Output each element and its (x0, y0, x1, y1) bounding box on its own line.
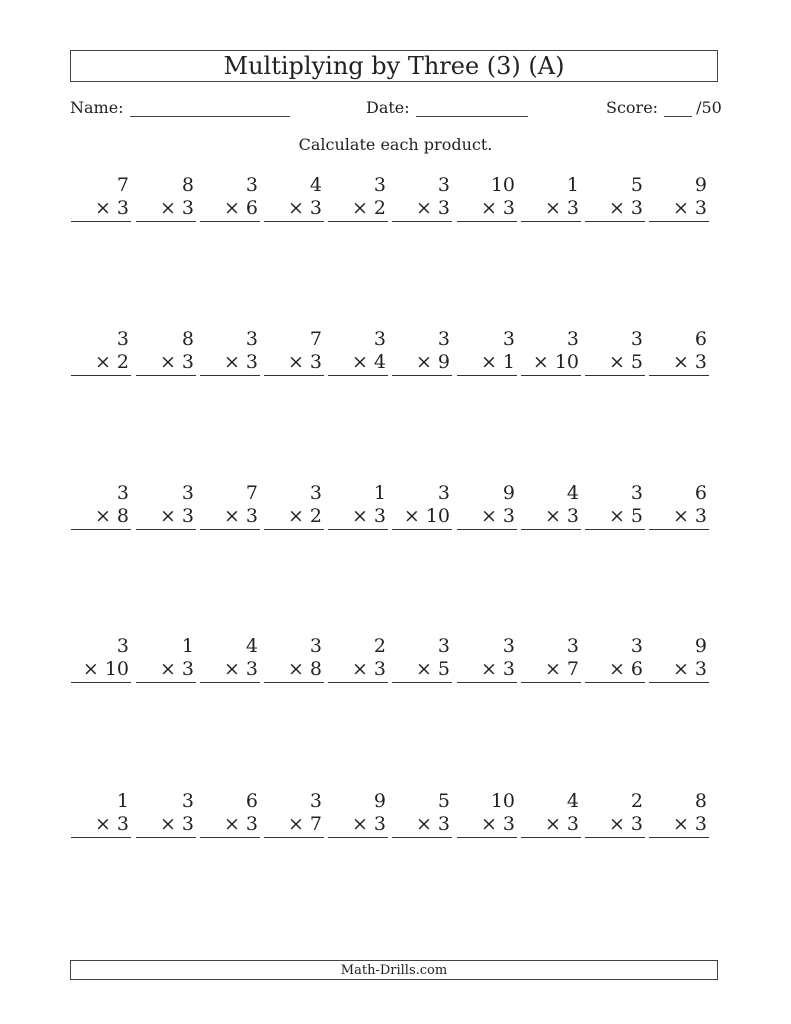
score-label: Score: (606, 98, 659, 117)
problem (71, 635, 131, 683)
multiplier: × 3 (649, 505, 709, 530)
multiplier: × 3 (71, 197, 131, 222)
multiplier: × 3 (136, 813, 196, 838)
title-text: Multiplying by Three (3) (A) (223, 52, 565, 80)
multiplicand: 3 (630, 635, 643, 657)
name-field[interactable] (70, 98, 290, 117)
multiplier: × 3 (521, 197, 581, 222)
multiplier: × 8 (264, 658, 324, 683)
multiplier: × 3 (457, 813, 517, 838)
multiplicand: 1 (181, 635, 194, 657)
multiplier: × 3 (200, 813, 260, 838)
multiplicand: 3 (630, 328, 643, 350)
problem (392, 328, 452, 376)
multiplicand: 3 (245, 328, 258, 350)
problem (585, 174, 645, 222)
multiplicand: 4 (566, 790, 579, 812)
multiplicand: 6 (245, 790, 258, 812)
problem (264, 174, 324, 222)
multiplier: × 10 (521, 351, 581, 376)
multiplier: × 3 (521, 505, 581, 530)
multiplier: × 7 (521, 658, 581, 683)
problem (457, 174, 517, 222)
multiplier: × 3 (392, 197, 452, 222)
multiplicand: 1 (373, 482, 386, 504)
problem (457, 482, 517, 530)
problem (264, 328, 324, 376)
problem (328, 635, 388, 683)
multiplier: × 3 (136, 505, 196, 530)
multiplier: × 8 (71, 505, 131, 530)
problem (71, 482, 131, 530)
problem (457, 790, 517, 838)
multiplicand: 9 (373, 790, 386, 812)
multiplicand: 2 (373, 635, 386, 657)
multiplicand: 7 (245, 482, 258, 504)
multiplier: × 3 (136, 658, 196, 683)
multiplier: × 3 (136, 351, 196, 376)
problem (392, 790, 452, 838)
problem (264, 790, 324, 838)
problem (521, 482, 581, 530)
multiplicand: 7 (116, 174, 129, 196)
multiplicand: 3 (116, 635, 129, 657)
problem (649, 328, 709, 376)
multiplicand: 3 (116, 482, 129, 504)
instructions: Calculate each product. (298, 135, 493, 154)
score-field[interactable] (606, 98, 722, 117)
multiplier: × 3 (392, 813, 452, 838)
name-line[interactable] (130, 98, 290, 117)
problem (521, 328, 581, 376)
multiplier: × 10 (71, 658, 131, 683)
problem (649, 790, 709, 838)
multiplier: × 2 (328, 197, 388, 222)
problem (585, 328, 645, 376)
footer (70, 960, 718, 980)
date-line[interactable] (416, 98, 528, 117)
multiplier: × 3 (649, 658, 709, 683)
problem (392, 174, 452, 222)
multiplicand: 5 (630, 174, 643, 196)
problem (392, 482, 452, 530)
multiplier: × 3 (136, 197, 196, 222)
problem (457, 328, 517, 376)
problem (200, 482, 260, 530)
multiplier: × 3 (649, 197, 709, 222)
multiplicand: 9 (694, 635, 707, 657)
problem (264, 635, 324, 683)
problem (136, 482, 196, 530)
problem (136, 328, 196, 376)
multiplicand: 4 (566, 482, 579, 504)
multiplicand: 4 (309, 174, 322, 196)
problem (328, 482, 388, 530)
multiplier: × 3 (200, 658, 260, 683)
problem (457, 635, 517, 683)
score-line[interactable] (664, 98, 692, 117)
multiplicand: 8 (181, 328, 194, 350)
multiplicand: 4 (245, 635, 258, 657)
problem (71, 790, 131, 838)
multiplier: × 3 (328, 505, 388, 530)
multiplicand: 3 (181, 790, 194, 812)
multiplier: × 2 (71, 351, 131, 376)
multiplicand: 6 (694, 328, 707, 350)
problem (521, 790, 581, 838)
multiplier: × 6 (585, 658, 645, 683)
problem (521, 174, 581, 222)
multiplier: × 3 (264, 351, 324, 376)
multiplicand: 6 (694, 482, 707, 504)
multiplier: × 2 (264, 505, 324, 530)
multiplicand: 3 (181, 482, 194, 504)
problem (328, 328, 388, 376)
multiplicand: 3 (502, 328, 515, 350)
multiplicand: 3 (309, 482, 322, 504)
multiplier: × 5 (585, 505, 645, 530)
problem (585, 482, 645, 530)
multiplicand: 3 (437, 328, 450, 350)
multiplicand: 3 (309, 790, 322, 812)
multiplicand: 9 (502, 482, 515, 504)
problem (71, 328, 131, 376)
multiplier: × 5 (585, 351, 645, 376)
multiplier: × 3 (200, 351, 260, 376)
problem (328, 790, 388, 838)
problem (200, 174, 260, 222)
multiplicand: 9 (694, 174, 707, 196)
problem (585, 635, 645, 683)
multiplier: × 4 (328, 351, 388, 376)
multiplier: × 3 (200, 505, 260, 530)
problem (136, 790, 196, 838)
problem (136, 174, 196, 222)
multiplier: × 1 (457, 351, 517, 376)
multiplier: × 3 (649, 351, 709, 376)
problem (649, 635, 709, 683)
multiplier: × 3 (457, 505, 517, 530)
problem (392, 635, 452, 683)
problem (200, 635, 260, 683)
multiplier: × 10 (392, 505, 452, 530)
problem (200, 790, 260, 838)
date-label: Date: (366, 98, 410, 117)
multiplier: × 3 (457, 658, 517, 683)
problem (71, 174, 131, 222)
multiplicand: 1 (116, 790, 129, 812)
multiplicand: 1 (566, 174, 579, 196)
problem (649, 482, 709, 530)
multiplicand: 3 (309, 635, 322, 657)
multiplicand: 7 (309, 328, 322, 350)
worksheet-title (70, 50, 718, 82)
multiplicand: 5 (437, 790, 450, 812)
multiplier: × 3 (521, 813, 581, 838)
multiplier: × 5 (392, 658, 452, 683)
multiplier: × 7 (264, 813, 324, 838)
multiplicand: 3 (566, 328, 579, 350)
multiplier: × 3 (457, 197, 517, 222)
footer-text: Math-Drills.com (340, 962, 448, 978)
multiplier: × 3 (585, 197, 645, 222)
multiplier: × 3 (71, 813, 131, 838)
multiplicand: 10 (490, 174, 515, 196)
multiplicand: 10 (490, 790, 515, 812)
multiplicand: 3 (437, 174, 450, 196)
multiplier: × 9 (392, 351, 452, 376)
multiplicand: 3 (437, 482, 450, 504)
multiplicand: 3 (502, 635, 515, 657)
problem (136, 635, 196, 683)
problem (649, 174, 709, 222)
problem (328, 174, 388, 222)
multiplicand: 3 (566, 635, 579, 657)
multiplicand: 8 (694, 790, 707, 812)
score-total: /50 (696, 98, 722, 117)
multiplier: × 6 (200, 197, 260, 222)
multiplicand: 8 (181, 174, 194, 196)
problem (200, 328, 260, 376)
problem (521, 635, 581, 683)
multiplicand: 3 (373, 174, 386, 196)
multiplicand: 3 (437, 635, 450, 657)
multiplier: × 3 (328, 813, 388, 838)
problem (585, 790, 645, 838)
multiplier: × 3 (328, 658, 388, 683)
multiplicand: 3 (245, 174, 258, 196)
multiplicand: 3 (373, 328, 386, 350)
name-label: Name: (70, 98, 124, 117)
multiplicand: 2 (630, 790, 643, 812)
multiplier: × 3 (585, 813, 645, 838)
date-field[interactable] (366, 98, 528, 117)
multiplicand: 3 (116, 328, 129, 350)
multiplier: × 3 (649, 813, 709, 838)
problem (264, 482, 324, 530)
multiplicand: 3 (630, 482, 643, 504)
multiplier: × 3 (264, 197, 324, 222)
